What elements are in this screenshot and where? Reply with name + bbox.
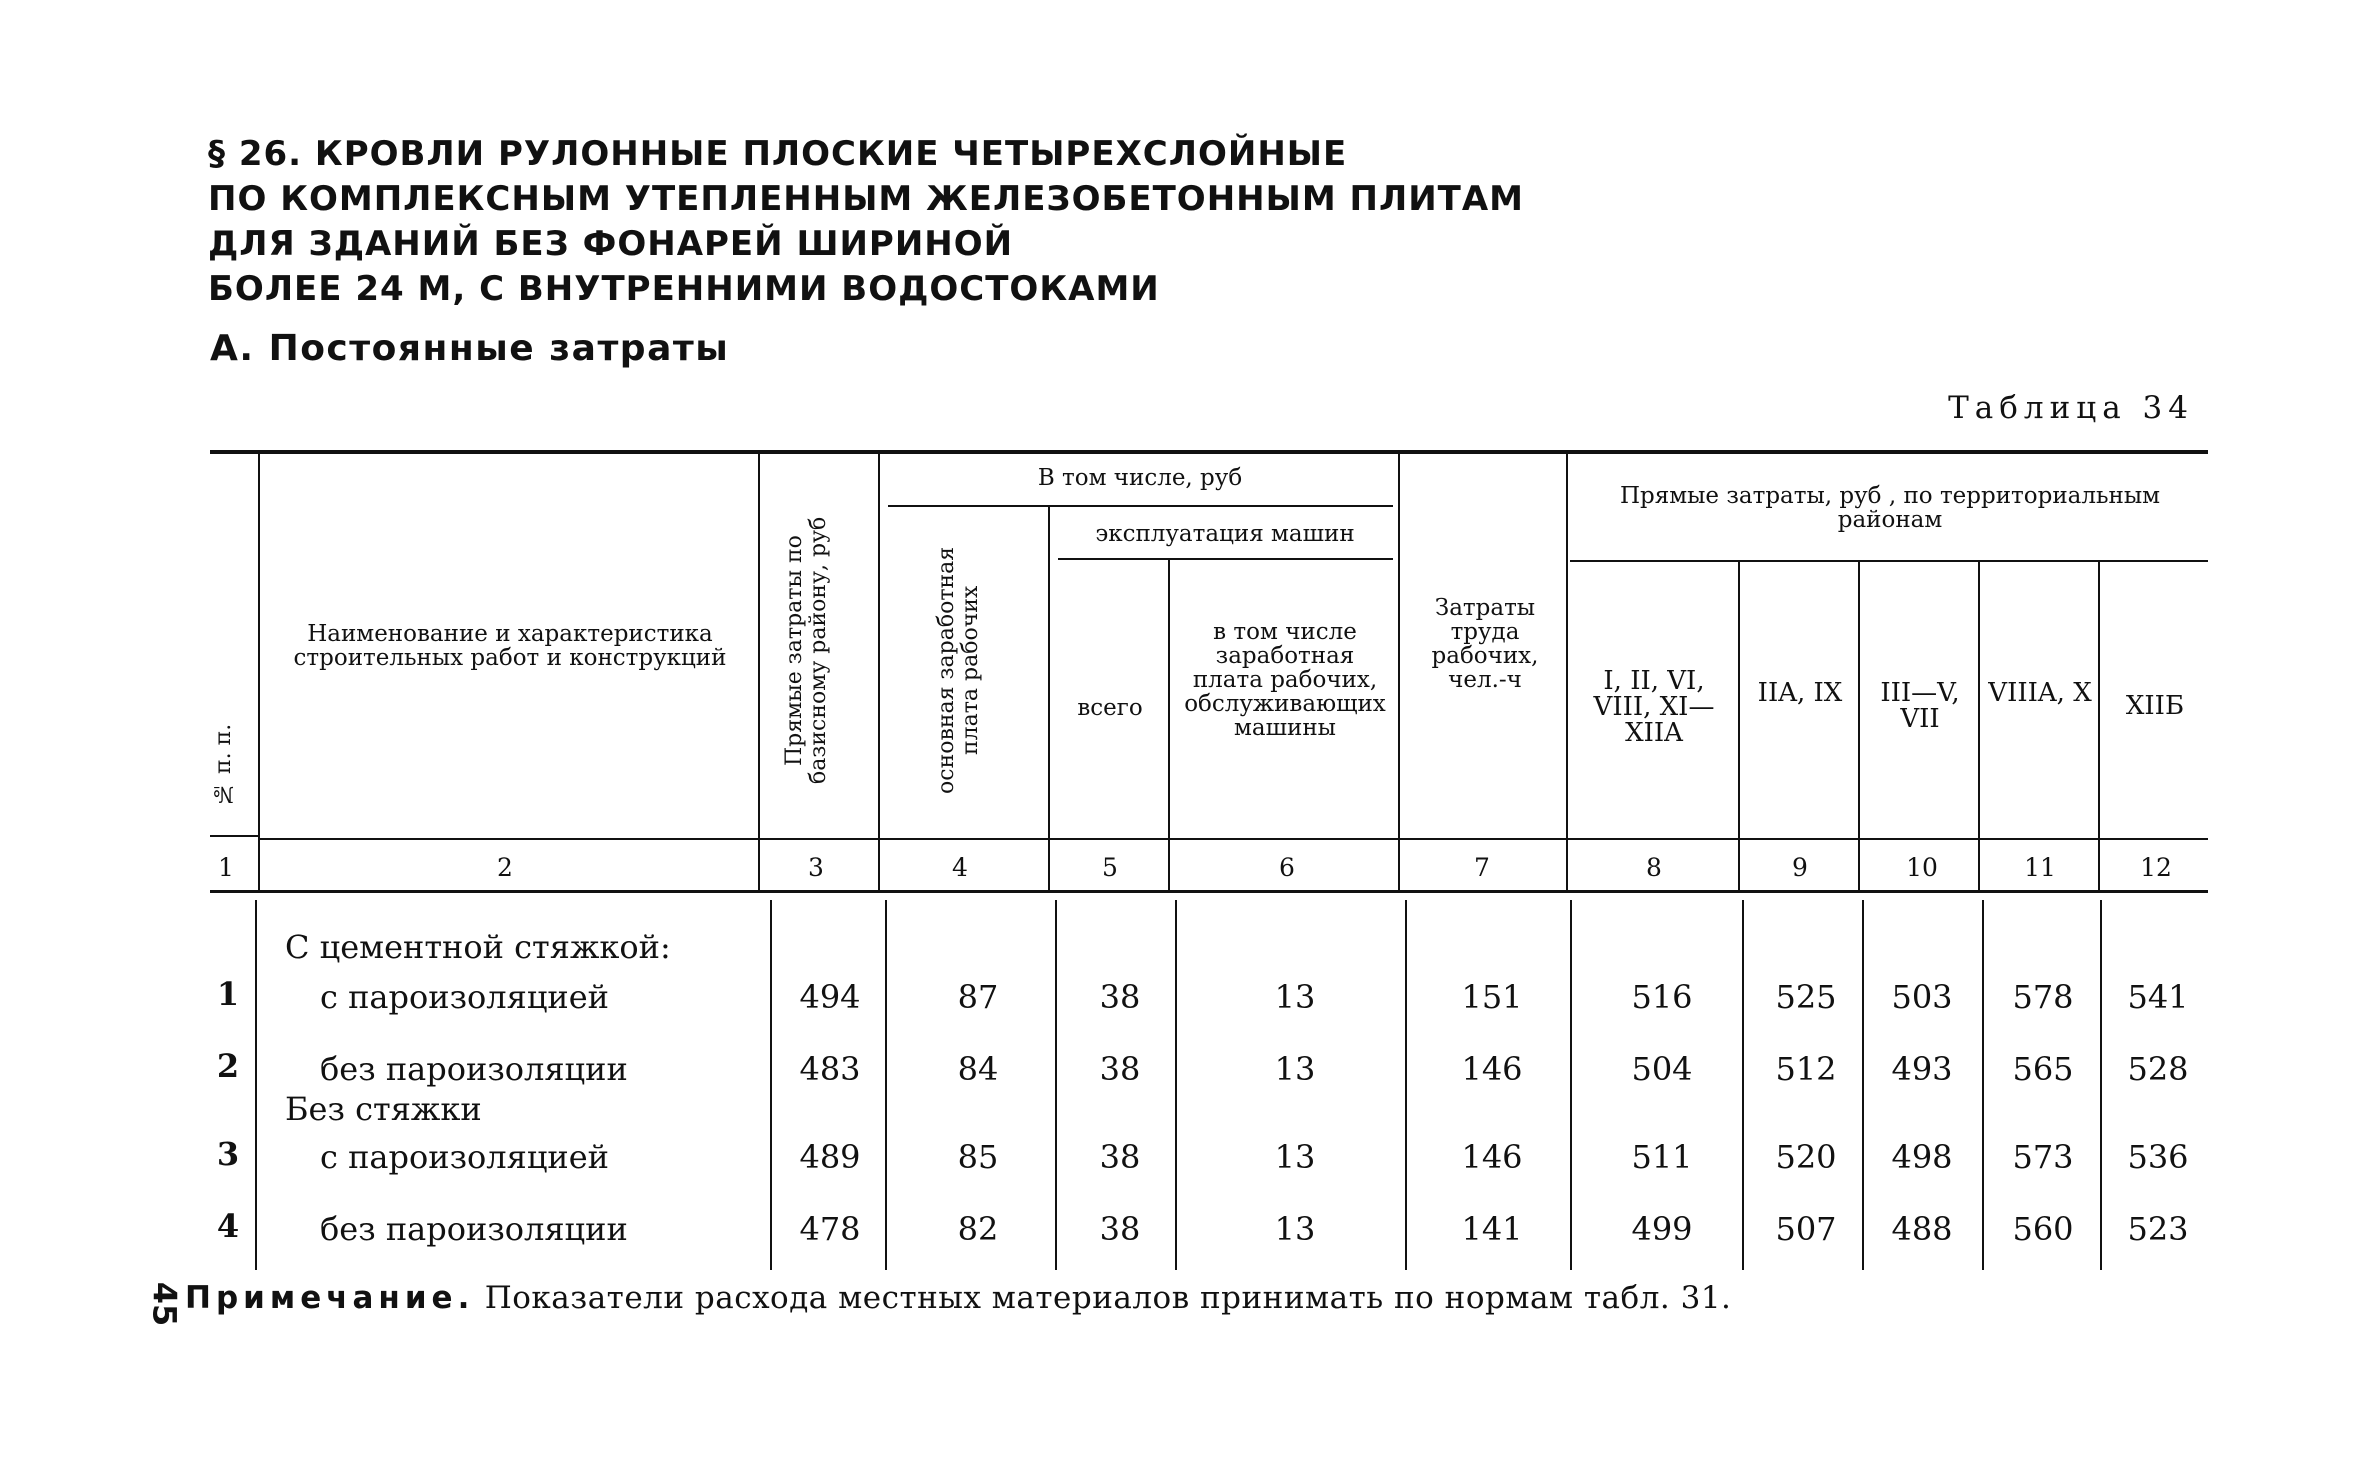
cell-machines-wage: 13 bbox=[1274, 1210, 1316, 1248]
cell-machines-total: 38 bbox=[1099, 1050, 1141, 1088]
col-number: 12 bbox=[2140, 853, 2172, 882]
cell-machines-total: 38 bbox=[1099, 1138, 1141, 1176]
cell-region-5: 536 bbox=[2127, 1138, 2189, 1176]
heading-line-1: § 26. КРОВЛИ РУЛОННЫЕ ПЛОСКИЕ ЧЕТЫРЕХСЛОЙНЫЕ bbox=[208, 134, 1348, 174]
col-number: 7 bbox=[1474, 853, 1490, 882]
col-number: 9 bbox=[1792, 853, 1808, 882]
cell-machines-total: 38 bbox=[1099, 1210, 1141, 1248]
footnote bbox=[185, 1280, 1731, 1316]
row-number: 1 bbox=[216, 975, 240, 1013]
cell-region-1: 516 bbox=[1631, 978, 1693, 1016]
col-number: 6 bbox=[1279, 853, 1295, 882]
cell-region-5: 528 bbox=[2127, 1050, 2189, 1088]
heading-line-3: ДЛЯ ЗДАНИЙ БЕЗ ФОНАРЕЙ ШИРИНОЙ bbox=[208, 224, 1014, 264]
row-name: с пароизоляцией bbox=[320, 978, 609, 1016]
header-name: Наименование и характеристика строительных работ и конструкций bbox=[293, 621, 727, 671]
header-labor: Затраты труда рабочих, чел.-ч bbox=[1431, 595, 1539, 693]
header-region-5: XIIБ bbox=[2125, 691, 2185, 721]
cell-region-1: 511 bbox=[1631, 1138, 1693, 1176]
cell-region-4: 560 bbox=[2012, 1210, 2074, 1248]
cell-labor: 141 bbox=[1461, 1210, 1523, 1248]
col-number: 4 bbox=[952, 853, 968, 882]
cell-region-4: 565 bbox=[2012, 1050, 2074, 1088]
heading-line-2: ПО КОМПЛЕКСНЫМ УТЕПЛЕННЫМ ЖЕЛЕЗОБЕТОННЫМ ПЛИТАМ bbox=[208, 179, 1525, 219]
subheading: А. Постоянные затраты bbox=[210, 328, 730, 369]
cell-region-3: 503 bbox=[1891, 978, 1953, 1016]
group-label-cement: С цементной стяжкой: bbox=[285, 928, 671, 966]
cell-region-3: 493 bbox=[1891, 1050, 1953, 1088]
cell-labor: 151 bbox=[1461, 978, 1523, 1016]
header-machines-group: эксплуатация машин bbox=[1095, 521, 1355, 547]
cell-labor: 146 bbox=[1461, 1138, 1523, 1176]
header-direct-base: Прямые затраты по базисному району, руб bbox=[782, 516, 831, 785]
cell-region-5: 523 bbox=[2127, 1210, 2189, 1248]
cell-region-2: 520 bbox=[1775, 1138, 1837, 1176]
row-name: с пароизоляцией bbox=[320, 1138, 609, 1176]
cell-region-5: 541 bbox=[2127, 978, 2189, 1016]
header-region-3: III—V, VII bbox=[1880, 678, 1960, 734]
cell-region-1: 504 bbox=[1631, 1050, 1693, 1088]
header-region-1: I, II, VI, VIII, XI—XIIA bbox=[1593, 666, 1715, 748]
row-number: 2 bbox=[216, 1047, 240, 1085]
cell-region-1: 499 bbox=[1631, 1210, 1693, 1248]
cell-machines-wage: 13 bbox=[1274, 1050, 1316, 1088]
col-number: 8 bbox=[1646, 853, 1662, 882]
row-name: без пароизоляции bbox=[320, 1210, 628, 1248]
footnote-text: Показатели расхода местных материалов принимать по нормам табл. 31. bbox=[474, 1280, 1732, 1316]
col-number: 10 bbox=[1906, 853, 1938, 882]
col-number: 3 bbox=[808, 853, 824, 882]
cell-direct-base: 494 bbox=[799, 978, 861, 1016]
footnote-label: Примечание. bbox=[185, 1280, 475, 1316]
cell-direct-base: 483 bbox=[799, 1050, 861, 1088]
col-number: 11 bbox=[2024, 853, 2056, 882]
cell-region-2: 507 bbox=[1775, 1210, 1837, 1248]
cell-wage: 87 bbox=[957, 978, 999, 1016]
header-incl-group: В том числе, руб bbox=[1037, 465, 1243, 491]
group-label-no-screed: Без стяжки bbox=[285, 1090, 482, 1128]
header-region-4: VIIIA, X bbox=[1988, 678, 2092, 708]
cell-region-4: 573 bbox=[2012, 1138, 2074, 1176]
cell-region-2: 512 bbox=[1775, 1050, 1837, 1088]
header-machines-wage: в том числе заработная плата рабочих, обслуживающих машины bbox=[1184, 619, 1386, 741]
page-number: 45 bbox=[145, 1281, 184, 1327]
cell-direct-base: 489 bbox=[799, 1138, 861, 1176]
table-label: Таблица 34 bbox=[1948, 390, 2194, 426]
header-machines-total: всего bbox=[1077, 695, 1143, 721]
row-name: без пароизоляции bbox=[320, 1050, 628, 1088]
cell-machines-wage: 13 bbox=[1274, 978, 1316, 1016]
header-region-2: IIA, IX bbox=[1757, 678, 1843, 708]
cell-labor: 146 bbox=[1461, 1050, 1523, 1088]
section-heading bbox=[208, 132, 1608, 312]
header-regions-group: Прямые затраты, руб , по территориальным районам bbox=[1619, 483, 2161, 533]
col-number: 1 bbox=[218, 853, 234, 882]
cell-machines-wage: 13 bbox=[1274, 1138, 1316, 1176]
header-num: № п. п. bbox=[211, 723, 236, 807]
col-number: 5 bbox=[1102, 853, 1118, 882]
cell-wage: 82 bbox=[957, 1210, 999, 1248]
header-wage: основная заработная плата рабочих bbox=[934, 546, 983, 794]
cell-region-2: 525 bbox=[1775, 978, 1837, 1016]
cell-wage: 85 bbox=[957, 1138, 999, 1176]
col-number: 2 bbox=[497, 853, 513, 882]
cell-wage: 84 bbox=[957, 1050, 999, 1088]
heading-line-4: БОЛЕЕ 24 М, С ВНУТРЕННИМИ ВОДОСТОКАМИ bbox=[208, 269, 1160, 309]
row-number: 4 bbox=[216, 1207, 240, 1245]
cell-region-4: 578 bbox=[2012, 978, 2074, 1016]
cell-machines-total: 38 bbox=[1099, 978, 1141, 1016]
cell-region-3: 498 bbox=[1891, 1138, 1953, 1176]
cell-region-3: 488 bbox=[1891, 1210, 1953, 1248]
row-number: 3 bbox=[216, 1135, 240, 1173]
cell-direct-base: 478 bbox=[799, 1210, 861, 1248]
